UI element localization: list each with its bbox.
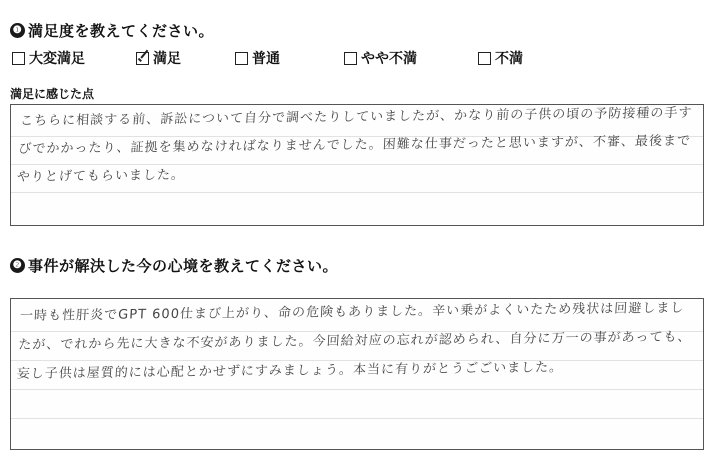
- satisfaction-option-label: 大変満足: [29, 50, 85, 66]
- satisfaction-option-dissatisfied[interactable]: [478, 48, 523, 68]
- satisfaction-option-somewhat-dissatisfied[interactable]: [344, 48, 474, 68]
- answer-2-handwriting-text: 一時も性肝炎でGPT 600仕まび上がり、命の危険もありました。辛い乗がよくいたため残状は回避しましたが、でれから先に大きな不安がありました。今回給対应の忘れが認められ、自分に万一の事があっても、妄し子供は屋質的には心配とかせずにすみましょう。本当に有りがとうごごいました。: [16, 300, 692, 382]
- satisfaction-option-label: 普通: [252, 50, 280, 66]
- satisfaction-option-satisfied[interactable]: [136, 48, 231, 68]
- satisfaction-option-label: 満足: [153, 50, 181, 66]
- rule-line: [11, 389, 703, 390]
- answer-1-box[interactable]: [10, 104, 704, 226]
- checkbox-unchecked-icon[interactable]: [235, 52, 248, 65]
- question-2-heading: [10, 255, 338, 276]
- satisfaction-option-neutral[interactable]: [235, 48, 340, 68]
- satisfaction-option-label: 不満: [495, 50, 523, 66]
- rule-line: [11, 192, 703, 193]
- question-1-heading: [10, 20, 214, 41]
- checkbox-unchecked-icon[interactable]: [344, 52, 357, 65]
- answer-1-handwriting-text: こちらに相談する前、訴訟について自分で調べたりしていましたが、かなり前の子供の頃の予防接種の手すびでかかったり、証拠を集めなければなりませんでした。困難な仕事だったと思いますが、不審、最後までやりとげてもらいました。: [16, 105, 693, 185]
- rule-line: [11, 418, 703, 419]
- satisfaction-reason-label: 満足に感じた点: [10, 87, 95, 101]
- question-2-text: 事件が解決した今の心境を教えてください。: [28, 258, 339, 275]
- answer-2-box[interactable]: [10, 298, 704, 450]
- question-1-number: ❶: [10, 23, 25, 38]
- satisfaction-choice-group[interactable]: [12, 48, 612, 68]
- satisfaction-option-label: やや不満: [361, 50, 417, 66]
- checkbox-unchecked-icon[interactable]: [478, 52, 491, 65]
- satisfaction-option-very-satisfied[interactable]: [12, 48, 132, 68]
- checkbox-unchecked-icon[interactable]: [12, 52, 25, 65]
- question-2-number: ❷: [10, 258, 25, 273]
- question-1-text: 満足度を教えてください。: [28, 23, 215, 40]
- checkbox-checked-icon[interactable]: [136, 52, 149, 65]
